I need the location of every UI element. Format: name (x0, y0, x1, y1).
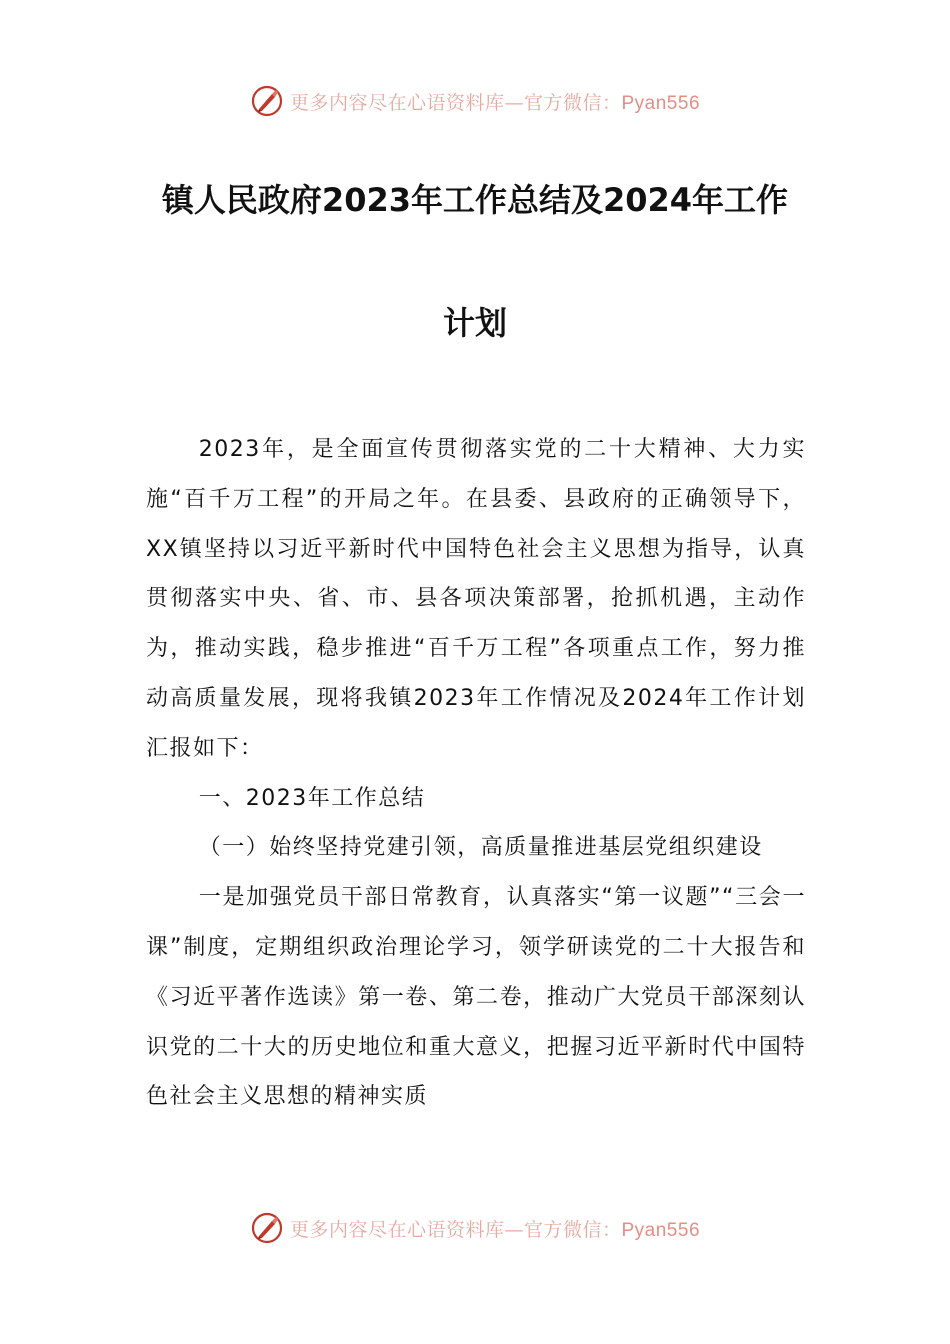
watermark-text (290, 88, 700, 115)
subsection-heading-1: （一）始终坚持党建引领，高质量推进基层党组织建设 (198, 835, 763, 861)
watermark-brand: 更多内容尽在心语资料库 (289, 1218, 505, 1241)
watermark-banner-bottom (0, 1211, 950, 1245)
section-heading-1: 一、2023年工作总结 (198, 785, 426, 811)
watermark-handle: Pyan556 (621, 92, 701, 114)
watermark-brand: 更多内容尽在心语资料库 (289, 91, 505, 114)
watermark-separator: — (504, 1218, 524, 1241)
watermark-handle: Pyan556 (621, 1219, 701, 1241)
intro-paragraph: 2023年，是全面宣传贯彻落实党的二十大精神、大力实施“百千万工程”的开局之年。在县委、县政府的正确领导下，XX镇坚持以习近平新时代中国特色社会主义思想为指导，认真贯彻落实中央、省、市、县各项决策部署，抢抓机遇，主动作为，推动实践，稳步推进“百千万工程”各项重点工作，努力推动高质量发展，现将我镇2023年工作情况及2024年工作计划汇报如下： (146, 437, 806, 761)
watermark-contact-label: 官方微信： (523, 1218, 622, 1241)
document-title-line-2: 计划 (442, 304, 507, 342)
watermark-contact-label: 官方微信： (523, 91, 622, 114)
pen-logo-icon (250, 1211, 284, 1245)
document-body (146, 425, 806, 1122)
watermark-separator: — (504, 91, 524, 114)
pen-logo-icon (250, 84, 284, 118)
watermark-text (290, 1215, 700, 1242)
body-paragraph-1: 一是加强党员干部日常教育，认真落实“第一议题”“三会一课”制度，定期组织政治理论学习，领学研读党的二十大报告和《习近平著作选读》第一卷、第二卷，推动广大党员干部深刻认识党的二十大的历史地位和重大意义，把握习近平新时代中国特色社会主义思想的精神实质 (146, 885, 806, 1110)
document-title-line-1: 镇人民政府2023年工作总结及2024年工作 (161, 181, 789, 219)
watermark-banner-top (0, 84, 950, 118)
